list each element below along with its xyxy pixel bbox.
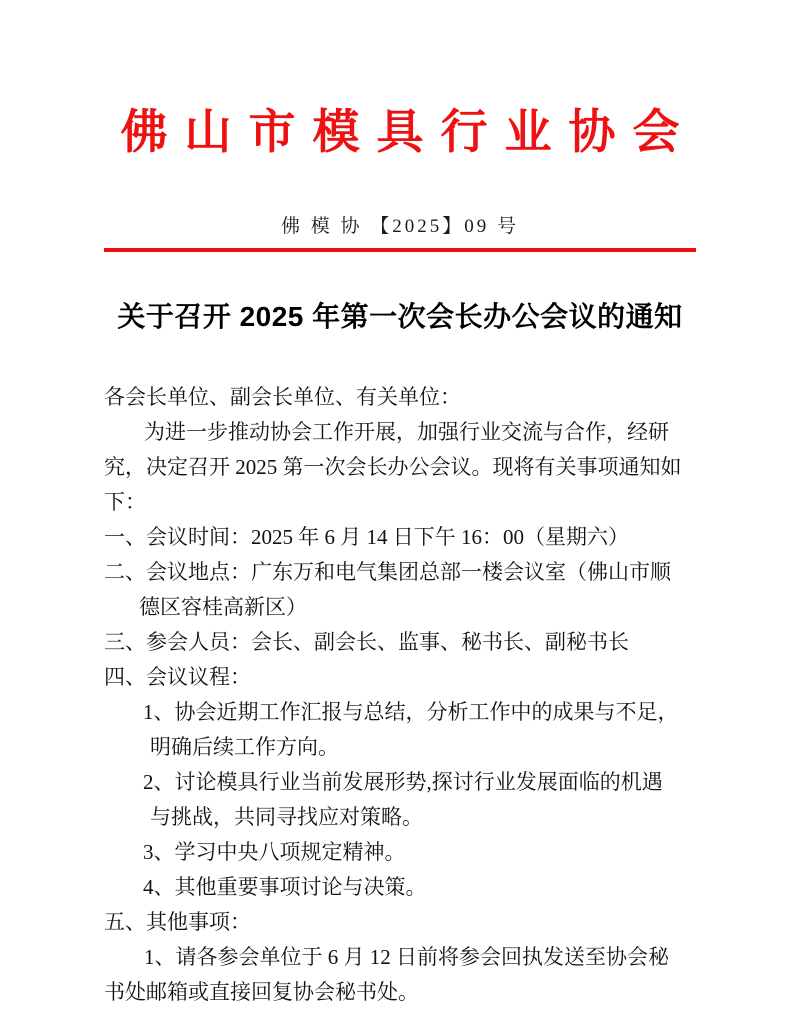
item-line-participants: 三、参会人员：会长、副会长、监事、秘书长、副秘书长 [104, 630, 629, 654]
item-line-other-matters-heading: 五、其他事项： [104, 910, 251, 934]
red-divider-line [104, 248, 696, 252]
item-line-agenda-heading: 四、会议议程： [104, 665, 251, 689]
other-matters-sub-item-line: 1、请各参会单位于 6 月 12 日前将参会回执发送至协会秘 [144, 945, 669, 969]
salutation-line: 各会长单位、副会长单位、有关单位： [104, 385, 461, 409]
agenda-sub-item-line: 1、协会近期工作汇报与总结，分析工作中的成果与不足， [143, 700, 679, 724]
item-line-meeting-place-continuation: 德区容桂高新区） [139, 595, 307, 619]
document-header-org-title: 佛山市模具行业协会 [120, 107, 697, 159]
intro-line: 下： [104, 490, 146, 514]
other-matters-sub-item-continuation: 书处邮箱或直接回复协会秘书处。 [104, 980, 419, 1004]
agenda-sub-item-continuation: 与挑战，共同寻找应对策略。 [150, 805, 423, 829]
intro-line: 究，决定召开 2025 第一次会长办公会议。现将有关事项通知如 [104, 455, 682, 479]
item-line-meeting-time: 一、会议时间：2025 年 6 月 14 日下午 16：00（星期六） [104, 525, 629, 549]
intro-line: 为进一步推动协会工作开展，加强行业交流与合作，经研 [144, 420, 669, 444]
agenda-sub-item-continuation: 明确后续工作方向。 [150, 735, 339, 759]
agenda-sub-item-line: 2、讨论模具行业当前发展形势,探讨行业发展面临的机遇 [143, 770, 663, 794]
notice-title: 关于召开 2025 年第一次会长办公会议的通知 [117, 301, 683, 332]
document-number: 佛 模 协 【2025】09 号 [280, 216, 519, 237]
item-line-meeting-place: 二、会议地点：广东万和电气集团总部一楼会议室（佛山市顺 [104, 560, 671, 584]
notice-body [104, 380, 696, 1010]
agenda-sub-item-line: 3、学习中央八项规定精神。 [143, 840, 406, 864]
agenda-sub-item-line: 4、其他重要事项讨论与决策。 [143, 875, 427, 899]
